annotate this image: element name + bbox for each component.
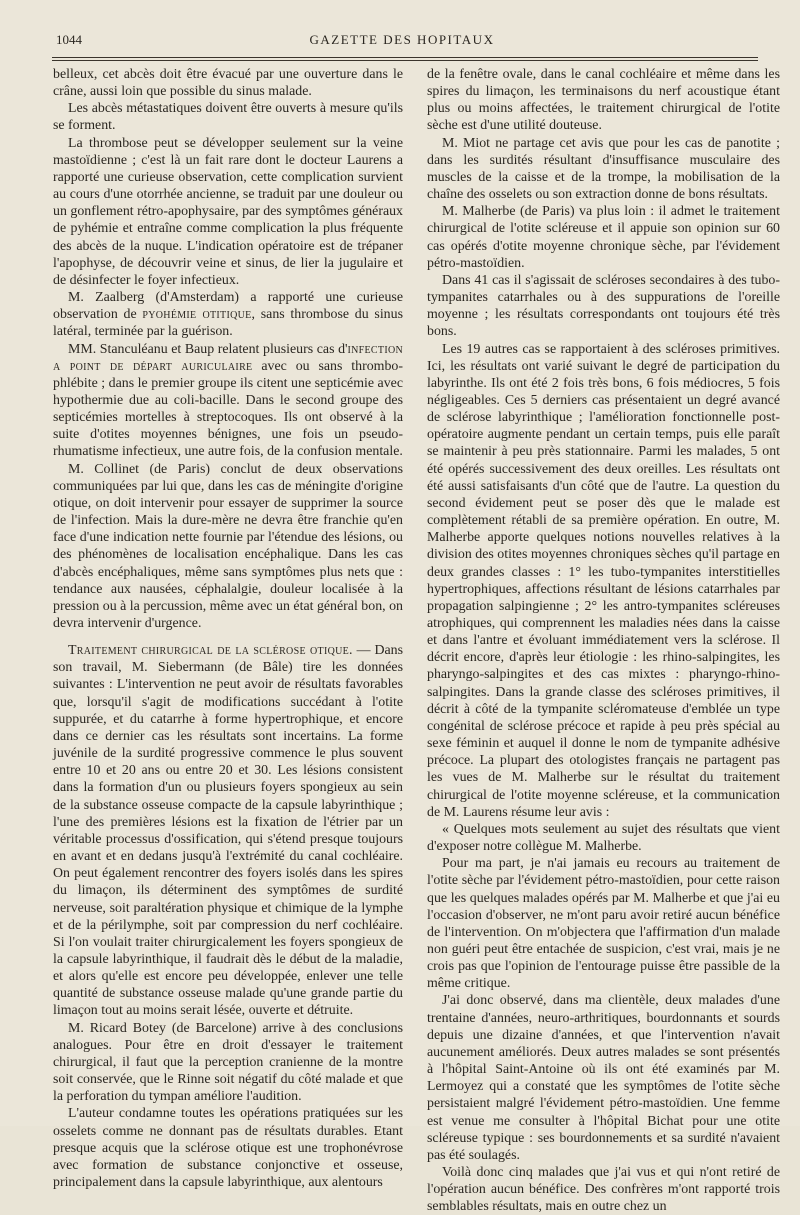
paragraph: M. Miot ne partage cet avis que pour les cas de panotite ; dans les surdités résultant d'insuffisance musculaire des muscles de la caisse et de la trompe, la mobilisation de la chaîne des osselets ou son extraction donne de bons résultats. bbox=[427, 135, 780, 203]
section-heading: Traitement chirurgical de la sclérose otique. bbox=[68, 643, 353, 659]
paragraph: J'ai donc observé, dans ma clientèle, deux malades d'une trentaine d'années, neuro-arthritiques, bourdonnants et sourds depuis une dizaine d'années, et que l'intervention n'avait aucunement améliorés. Deux autres malades se sont présentés à l'hôpital Saint-Antoine où ils ont été examinés par M. Lermoyez qui a constaté que les symptômes de l'otite sèche persistaient malgré l'évidement pétro-mastoïdien. Une femme est venue me consulter à l'hôpital Bichat pour une otite scléreuse typique : ses bourdonnements et sa surdité n'avaient pas été soulagés. bbox=[427, 993, 780, 1163]
page-number: 1044 bbox=[56, 32, 82, 47]
text-run: — Dans son travail, M. Siebermann (de Bâle) tire les données suivantes : L'intervention ne peut avoir de résultats favorables que, lorsqu'il s'agit de modifications succédant à l'otite suppurée, et du catarrhe à forme hypertrophique, et encore dans ce dernier cas les résultats sont incertains. La forme juvénile de la surdité progressive commence le plus souvent entre 10 et 20 ans ou entre 20 et 30. Les lésions consistent dans la formation d'un ou plusieurs foyers spongieux au sein de la substance osseuse compacte de la capsule labyrinthique ; l'une des premières lésions est la fixation de l'étrier par un véritable processus d'ossification, qui s'étend presque toujours en avant et en dedans jusqu'à l'extrémité du canal cochléaire. On peut également rencontrer des foyers isolés dans les spires du limaçon, ils déterminent des symptômes de surdité nerveuse, soit paraltération physique et chimique de la lymphe et de la périlymphe, soit par compression du nerf cochléaire. Si l'on voulait traiter chirurgicalement les foyers spongieux de la capsule labyrinthique, il faudrait dès le début de la maladie, et alors qu'elle est encore peu développée, enlever une telle quantité de substance osseuse malade qu'une grande partie du limaçon tout au moins serait lésée, ouverte et détruite. bbox=[53, 643, 403, 1019]
page-header bbox=[52, 30, 752, 54]
right-column bbox=[427, 66, 780, 1215]
paragraph: L'auteur condamne toutes les opérations pratiquées sur les osselets comme ne donnant pas de résultats durables. Etant presque acquis que la sclérose otique est une trophonévrose avec formation de substance conjonctive et osseuse, principalement dans la capsule labyrinthique, aux alentours bbox=[53, 1106, 403, 1190]
paragraph: de la fenêtre ovale, dans le canal cochléaire et même dans les spires du limaçon, les terminaisons du nerf acoustique étant plus ou moins affectées, le traitement chirurgical de l'otite sèche est d'une utilité douteuse. bbox=[427, 67, 780, 134]
paragraph bbox=[53, 289, 403, 340]
paragraph: La thrombose peut se développer seulement sur la veine mastoïdienne ; c'est là un fait rare dont le docteur Laurens a rapporté une curieuse observation, cette complication survient au cours d'une otorrhée ancienne, se traduit par une douleur ou un gonflement rétro-apophysaire, par des symptômes généraux de pyhémie et entraîne comme complication la plus fréquente des abcès de la nuque. L'indication opératoire est de trépaner l'apophyse, de découvrir veine et sinus, de lier la jugulaire et de désinfecter le foyer infectieux. bbox=[53, 135, 403, 288]
left-column bbox=[53, 66, 403, 1191]
section-paragraph bbox=[53, 642, 403, 1019]
text-run: avec ou sans thrombo-phlébite ; dans le premier groupe ils citent une septicémie avec hypothermie due au coli-bacille. Dans le second groupe des septicémies mortelles à streptocoques. Ils ont observé à la suite d'otites moyennes bénignes, une fois un pseudo-rhumatisme infectieux, une autre fois, de la confusion mentale. bbox=[53, 358, 404, 460]
paragraph: M. Malherbe (de Paris) va plus loin : il admet le traitement chirurgical de l'otite scléreuse et il appuie son opinion sur 60 cas opérés d'otite moyenne chronique sèche, par l'évidement pétro-mastoïdien. bbox=[427, 204, 780, 271]
paragraph: belleux, cet abcès doit être évacué par une ouverture dans le crâne, aussi loin que possible du sinus malade. bbox=[53, 67, 403, 100]
text-run: , sans thrombose du sinus latéral, terminée par la guérison. bbox=[53, 307, 403, 340]
text-run: M. Zaalberg (d'Amsterdam) a rapporté une curieuse observation de bbox=[53, 290, 403, 323]
paragraph: Les 19 autres cas se rapportaient à des scléroses primitives. Ici, les résultats ont varié suivant le degré de participation du labyrinthe. Ils ont été 2 fois très bons, 6 fois médiocres, 5 fois négligeables. Ces 5 derniers cas présentaient un degré avancé de sclérose labyrinthique ; l'amélioration fonctionnelle post-opératoire augmente pendant un certain temps, puis elle paraît se maintenir à peu près stationnaire. Parmi les malades, 5 ont été opérés successivement des deux oreilles. Les résultats ont été aussi satisfaisants d'un côté que de l'autre. La question du second évidement peut se poser dès que le malade est complètement rétabli de sa première opération. En outre, M. Malherbe apporte quelques notions nouvelles relatives à la division des otites moyennes chroniques sèches qu'il partage en deux grandes classes : 1° les tubo-tympanites interstitielles hypertrophiques, affections résultant de lésions catarrhales par propagation salpingienne ; 2° les antro-tympanites scléreuses atrophiques, qui comprennent les maladies nées dans la caisse et dans l'antre et évoluant immédiatement vers la sclérose. Il décrit encore, d'après leur étiologie : les rhino-salpingites, les pharyngo-salpingites et des cas mixtes : pharyngo-rhino-salpingites. Dans la grande classe des scléroses primitives, il décrit à côté de la tympanite scléromateuse d'emblée un type congénital de sclérose précoce et rapide à peu près spécial au sexe féminin et auquel il donne le nom de tympanite adhésive précoce. La plupart des otologistes français ne partagent pas les vues de M. Malherbe sur le résultat du traitement chirurgical de l'otite moyenne scléreuse, et la communication de M. Laurens résume leur avis : bbox=[427, 341, 780, 820]
small-caps-term: infection a point de départ auriculaire bbox=[53, 341, 403, 374]
paragraph bbox=[53, 341, 403, 461]
paragraph: Dans 41 cas il s'agissait de scléroses secondaires à des tubo-tympanites catarrhales ou à des suppurations de l'oreille moyenne ; les résultats correspondants ont toujours été très bons. bbox=[427, 272, 780, 340]
small-caps-term: pyohémie otitique bbox=[142, 307, 252, 323]
paragraph: M. Collinet (de Paris) conclut de deux observations communiquées par lui que, dans les cas de méningite d'origine otique, on doit intervenir pour essayer de supprimer la source de l'infection. Mais la dure-mère ne devra être franchie qu'en face d'une indication nette fournie par l'étendue des lésions, ou des phénomènes de localisation encéphalique. Dans les cas d'abcès encéphaliques, même sans symptômes plus nets que : tendance aux nausées, céphalalgie, douleur localisée à la pression ou à la percussion, même avec un état général bon, on devra intervenir d'urgence. bbox=[53, 461, 403, 631]
paragraph: Pour ma part, je n'ai jamais eu recours au traitement de l'otite sèche par l'évidement pétro-mastoïdien, pour cette raison que les quelques malades opérés par M. Malherbe et que j'ai eu l'occasion d'observer, ne m'ont paru avoir retiré aucun bénéfice de l'intervention. On m'objectera que l'affirmation d'un malade non guéri peut être entachée de suspicion, c'est vrai, mais je ne crois pas que l'opinion de l'entourage puisse être passible de la même critique. bbox=[427, 856, 780, 992]
paragraph: « Quelques mots seulement au sujet des résultats que vient d'exposer notre collègue M. Malherbe. bbox=[427, 821, 780, 855]
paragraph: Les abcès métastatiques doivent être ouverts à mesure qu'ils se forment. bbox=[53, 101, 403, 134]
header-rule bbox=[52, 57, 758, 58]
paragraph: M. Ricard Botey (de Barcelone) arrive à des conclusions analogues. Pour être en droit d'essayer le traitement chirurgical, il faut que la perception cranienne de la montre soit conservée, que le Rinne soit négatif du côté malade et que la perforation du tympan améliore l'audition. bbox=[53, 1020, 403, 1105]
page-title: GAZETTE DES HOPITAUX bbox=[309, 32, 495, 47]
text-run: MM. Stanculéanu et Baup relatent plusieurs cas d' bbox=[68, 341, 348, 357]
header-rule-thin bbox=[52, 60, 758, 61]
paragraph: Voilà donc cinq malades que j'ai vus et qui n'ont retiré de l'opération aucun bénéfice. Des confrères m'ont rapporté trois semblables résultats, mais en outre chez un bbox=[427, 1165, 780, 1215]
